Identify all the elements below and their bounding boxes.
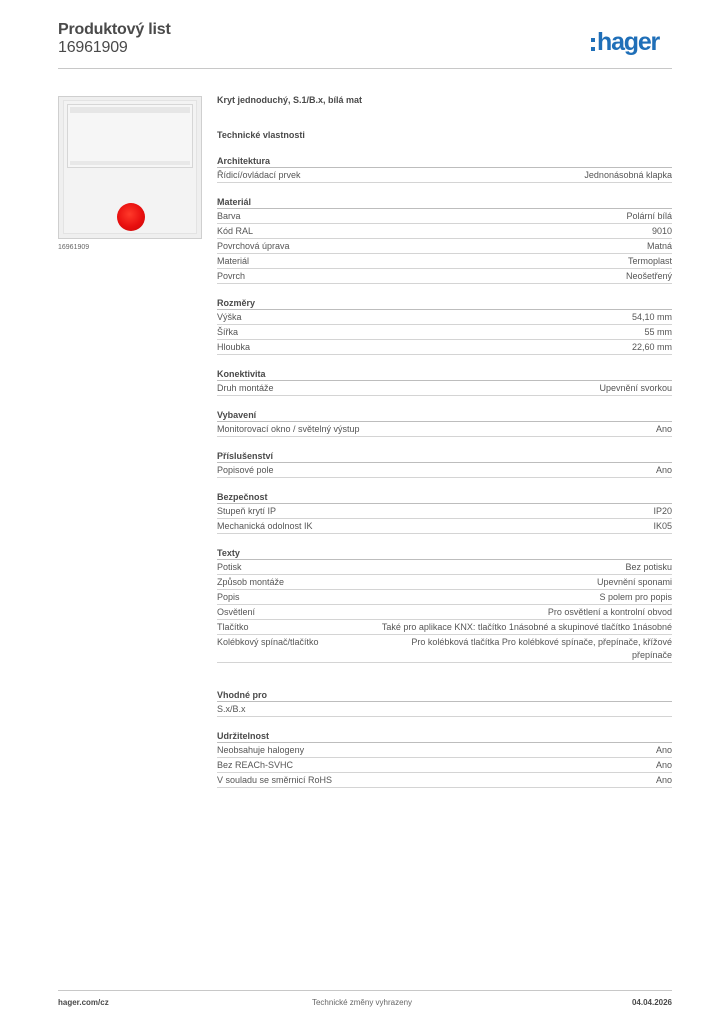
- spec-value: Upevnění svorkou: [599, 383, 672, 393]
- footer-divider: [58, 990, 672, 991]
- spec-row: [217, 575, 672, 590]
- spec-label: Hloubka: [217, 342, 251, 352]
- spec-table: [217, 462, 672, 478]
- spec-value: Matná: [646, 241, 672, 251]
- product-number: 16961909: [58, 39, 128, 56]
- spec-label: Výška: [217, 312, 242, 322]
- spec-label: Kolébkový spínač/tlačítko: [217, 637, 319, 647]
- spec-label: Druh montáže: [217, 383, 274, 393]
- spec-label: Stupeň krytí IP: [217, 506, 277, 516]
- product-name: Kryt jednoduchý, S.1/B.x, bílá mat: [217, 95, 363, 105]
- spec-label: Tlačítko: [217, 622, 249, 632]
- spec-label: Kód RAL: [217, 226, 254, 236]
- spec-row: [217, 702, 672, 717]
- image-caption: 16961909: [58, 244, 90, 251]
- spec-label: Materiál: [217, 256, 250, 266]
- spec-sections: [217, 153, 672, 788]
- spec-row: [217, 758, 672, 773]
- cover-plate: [63, 100, 197, 234]
- spec-label: S.x/B.x: [217, 704, 246, 714]
- spec-table: [217, 701, 672, 717]
- section-title: Udržitelnost: [217, 731, 270, 741]
- red-led-icon: [117, 203, 145, 231]
- spec-label: Řídicí/ovládací prvek: [217, 170, 301, 180]
- spec-row: [217, 269, 672, 284]
- spec-value: IK05: [653, 521, 672, 531]
- section-title: Materiál: [217, 197, 252, 207]
- section-title: Příslušenství: [217, 451, 274, 461]
- spec-label: Popisové pole: [217, 465, 274, 475]
- spec-row: [217, 239, 672, 254]
- spec-table: [217, 503, 672, 534]
- spec-value: Polární bílá: [626, 211, 672, 221]
- spec-value: Termoplast: [627, 256, 672, 266]
- spec-row: [217, 254, 672, 269]
- spec-value: 54,10 mm: [631, 312, 672, 322]
- spec-label: Barva: [217, 211, 241, 221]
- spec-row: [217, 209, 672, 224]
- spec-table: [217, 208, 672, 284]
- spec-value: Také pro aplikace KNX: tlačítko 1násobné a skupinové tlačítko 1násobné: [381, 622, 672, 632]
- spec-label: Monitorovací okno / světelný výstup: [217, 424, 360, 434]
- spec-row: [217, 310, 672, 325]
- header-divider: [58, 68, 672, 69]
- spec-value: 9010: [651, 226, 672, 236]
- spec-value: IP20: [653, 506, 672, 516]
- section-title: Bezpečnost: [217, 492, 268, 502]
- spec-row: [217, 773, 672, 788]
- spec-value: Upevnění sponami: [596, 577, 672, 587]
- spec-row: [217, 422, 672, 437]
- footer-date: 04.04.2026: [631, 998, 672, 1007]
- spec-value: Ano: [655, 775, 672, 785]
- spec-row: [217, 224, 672, 239]
- section-title: Rozměry: [217, 298, 256, 308]
- label-window: [67, 104, 193, 168]
- spec-row: [217, 635, 672, 663]
- spec-table: [217, 421, 672, 437]
- spec-table: [217, 380, 672, 396]
- spec-value: Bez potisku: [625, 562, 672, 572]
- spec-label: Způsob montáže: [217, 577, 285, 587]
- product-image: [58, 96, 202, 239]
- section-title: Vhodné pro: [217, 690, 267, 700]
- page-title: Produktový list: [58, 21, 171, 38]
- technical-properties-title: Technické vlastnosti: [217, 130, 305, 140]
- footer-disclaimer: Technické změny vyhrazeny: [311, 998, 413, 1007]
- spec-value: Pro osvětlení a kontrolní obvod: [547, 607, 672, 617]
- spec-row: [217, 605, 672, 620]
- section-title: Architektura: [217, 156, 271, 166]
- spec-label: Mechanická odolnost IK: [217, 521, 313, 531]
- spec-value: 22,60 mm: [631, 342, 672, 352]
- spec-value: Ano: [655, 424, 672, 434]
- spec-row: [217, 340, 672, 355]
- spec-row: [217, 504, 672, 519]
- section-title: Vybavení: [217, 410, 257, 420]
- spec-row: [217, 325, 672, 340]
- spec-row: [217, 560, 672, 575]
- spec-value: 55 mm: [644, 327, 672, 337]
- spec-label: Popis: [217, 592, 240, 602]
- spec-label: Šířka: [217, 327, 239, 337]
- spec-table: [217, 559, 672, 663]
- spec-row: [217, 519, 672, 534]
- spec-row: [217, 381, 672, 396]
- spec-value: Ano: [655, 745, 672, 755]
- spec-sheet: [217, 95, 672, 788]
- hager-logo[interactable]: [591, 27, 659, 57]
- footer-website-link[interactable]: hager.com/cz: [58, 998, 109, 1007]
- spec-label: Povrch: [217, 271, 246, 281]
- spec-table: [217, 167, 672, 183]
- spec-row: [217, 590, 672, 605]
- spec-label: Osvětlení: [217, 607, 256, 617]
- spec-value: Ano: [655, 465, 672, 475]
- spec-row: [217, 620, 672, 635]
- spec-row: [217, 168, 672, 183]
- spec-table: [217, 309, 672, 355]
- spec-value: Ano: [655, 760, 672, 770]
- spec-row: [217, 463, 672, 478]
- logo-text: hager: [597, 27, 660, 56]
- spec-value: S polem pro popis: [599, 592, 672, 602]
- spec-value: Neošetřený: [625, 271, 672, 281]
- spec-value: Jednonásobná klapka: [584, 170, 672, 180]
- spec-label: Potisk: [217, 562, 242, 572]
- section-title: Konektivita: [217, 369, 266, 379]
- spec-value: Pro kolébková tlačítka Pro kolébkové spínače, přepínače, křížové přepínače: [411, 637, 672, 660]
- section-title: Texty: [217, 548, 240, 558]
- spec-table: [217, 742, 672, 788]
- spec-label: V souladu se směrnicí RoHS: [217, 775, 333, 785]
- spec-label: Bez REACh-SVHC: [217, 760, 294, 770]
- spec-label: Neobsahuje halogeny: [217, 745, 305, 755]
- logo-colon-icon: [591, 38, 595, 51]
- spec-label: Povrchová úprava: [217, 241, 290, 251]
- spec-row: [217, 743, 672, 758]
